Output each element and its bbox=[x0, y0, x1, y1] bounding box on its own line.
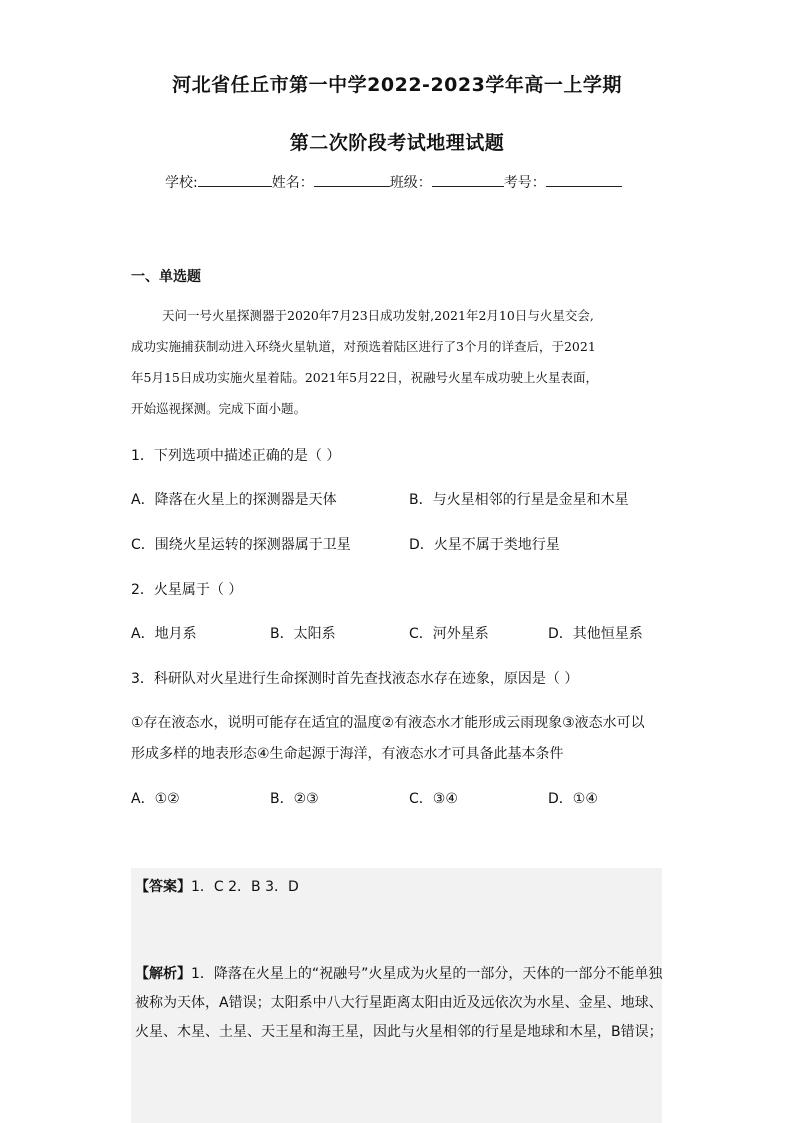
analysis-block bbox=[135, 960, 665, 1047]
student-info-line bbox=[165, 172, 622, 192]
passage-line: 成功实施捕获制动进入环绕火星轨道，对预选着陆区进行了3个月的详查后，于2021 bbox=[131, 339, 596, 354]
question-1-option-d: D．火星不属于类地行星 bbox=[409, 537, 560, 553]
question-3-option-a: A．①② bbox=[131, 791, 180, 807]
question-3-option-d: D．①④ bbox=[548, 791, 598, 807]
question-1-stem: 1．下列选项中描述正确的是（ ） bbox=[131, 448, 341, 464]
name-blank bbox=[314, 172, 390, 187]
passage-line: 开始巡视探测。完成下面小题。 bbox=[131, 401, 307, 416]
class-blank bbox=[432, 172, 504, 187]
question-3-option-c: C．③④ bbox=[409, 791, 458, 807]
question-3-stem: 3．科研队对火星进行生命探测时首先查找液态水存在迹象，原因是（ ） bbox=[131, 671, 579, 687]
passage-line: 天问一号火星探测器于2020年7月23日成功发射,2021年2月10日与火星交会, bbox=[162, 308, 594, 323]
analysis-line-2: 被称为天体，A错误；太阳系中八大行星距离太阳由近及远依次为水星、金星、地球、 bbox=[135, 995, 663, 1011]
analysis-line bbox=[135, 960, 665, 989]
name-label: 姓名： bbox=[271, 175, 314, 191]
question-2-option-c: C．河外星系 bbox=[409, 626, 489, 642]
question-1-option-c: C．围绕火星运转的探测器属于卫星 bbox=[131, 537, 351, 553]
id-blank bbox=[546, 172, 622, 187]
school-label: 学校: bbox=[165, 175, 198, 191]
exam-title-line-1: 河北省任丘市第一中学2022-2023学年高一上学期 bbox=[172, 74, 622, 96]
analysis-line-3: 火星、木星、土星、天王星和海王星，因此与火星相邻的行星是地球和木星，B错误； bbox=[135, 1024, 663, 1040]
question-3-statements-line-2: 形成多样的地表形态④生命起源于海洋，有液态水才可具备此基本条件 bbox=[131, 746, 564, 762]
question-3-statements-line-1: ①存在液态水，说明可能存在适宜的温度②有液态水才能形成云雨现象③液态水可以 bbox=[131, 715, 645, 731]
reading-passage bbox=[131, 300, 671, 424]
question-2-option-b: B．太阳系 bbox=[270, 626, 336, 642]
answer-text: 1．C 2．B 3．D bbox=[191, 879, 299, 895]
analysis-line-1: 1．降落在火星上的“祝融号”火星成为火星的一部分，天体的一部分不能单独 bbox=[191, 966, 663, 982]
question-1-option-b: B．与火星相邻的行星是金星和木星 bbox=[409, 492, 629, 508]
question-2-option-a: A．地月系 bbox=[131, 626, 197, 642]
answer-line bbox=[135, 876, 299, 896]
school-blank bbox=[198, 172, 272, 187]
analysis-label: 【解析】 bbox=[135, 966, 191, 982]
question-2-option-d: D．其他恒星系 bbox=[548, 626, 643, 642]
section-heading: 一、单选题 bbox=[131, 269, 201, 285]
exam-title-line-2: 第二次阶段考试地理试题 bbox=[289, 132, 505, 154]
question-2-stem: 2．火星属于（ ） bbox=[131, 582, 243, 598]
question-3-option-b: B．②③ bbox=[270, 791, 319, 807]
answer-label: 【答案】 bbox=[135, 879, 191, 895]
question-1-option-a: A．降落在火星上的探测器是天体 bbox=[131, 492, 337, 508]
passage-line: 年5月15日成功实施火星着陆。2021年5月22日，祝融号火星车成功驶上火星表面， bbox=[131, 370, 599, 385]
class-label: 班级： bbox=[389, 175, 432, 191]
id-label: 考号： bbox=[503, 175, 546, 191]
